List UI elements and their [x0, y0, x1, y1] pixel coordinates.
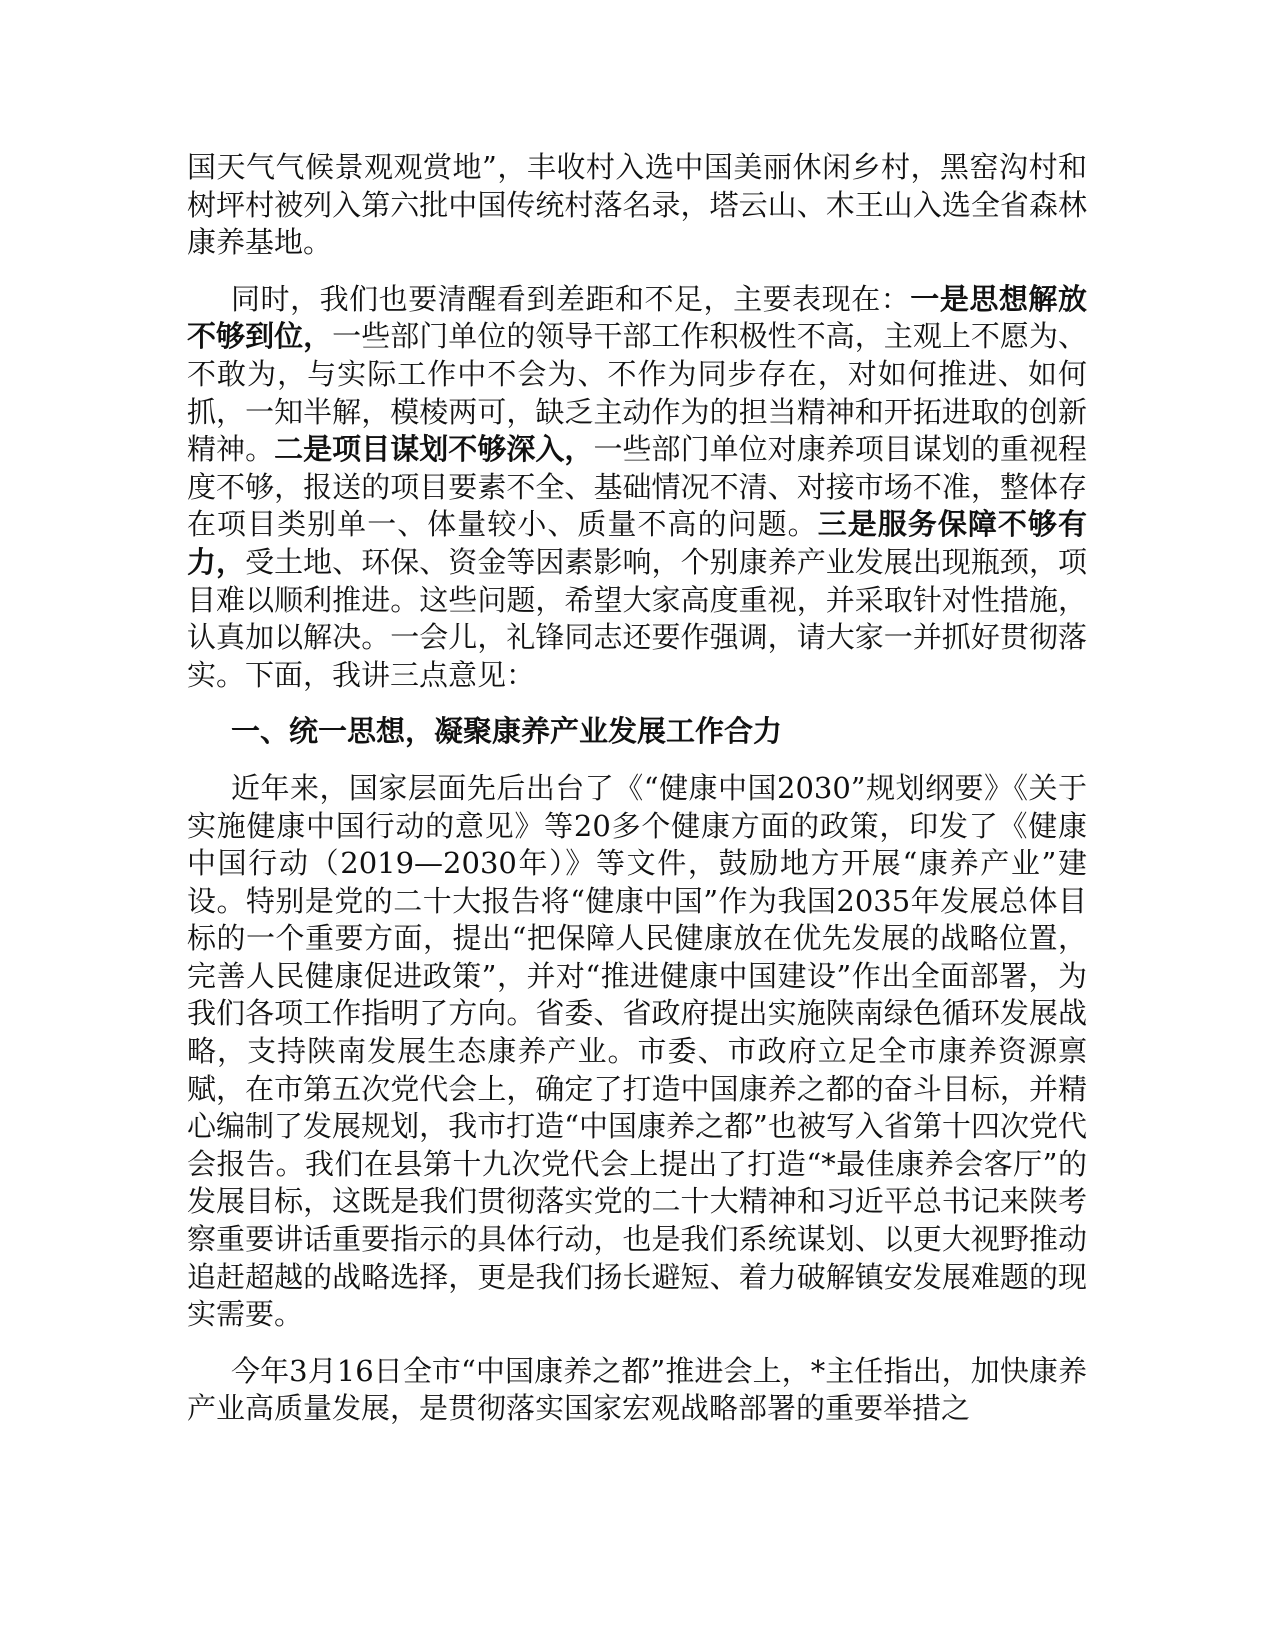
point-three-bold: 三是服务保障不够有力， — [187, 507, 1087, 579]
paragraph-2 — [187, 281, 1087, 695]
paragraph-1: 国天气气候景观观赏地”，丰收村入选中国美丽休闲乡村，黑窑沟村和树坪村被列入第六批中国传统村落名录，塔云山、木王山入选全省森林康养基地。 — [187, 150, 1087, 260]
document-body — [187, 149, 1087, 1447]
section-heading-1: 一、统一思想，凝聚康养产业发展工作合力 — [231, 714, 783, 749]
point-one-bold: 一是思想解放不够到位， — [187, 281, 1087, 354]
point-two-bold: 二是项目谋划不够深入， — [274, 432, 594, 467]
paragraph-4: 今年3月16日全市“中国康养之都”推进会上，*主任指出，加快康养产业高质量发展，是贯彻落实国家宏观战略部署的重要举措之 — [187, 1353, 1087, 1426]
paragraph-3: 近年来，国家层面先后出台了《“健康中国2030”规划纲要》《关于实施健康中国行动的意见》等20多个健康方面的政策，印发了《健康中国行动（2019—2030年）》等文件，鼓励地方开展“康养产业”建设。特别是党的二十大报告将“健康中国”作为我国2035年发展总体目标的一个重要方面，提出“把保障人民健康放在优先发展的战略位置，完善人民健康促进政策”，并对“推进健康中国建设”作出全面部署，为我们各项工作指明了方向。省委、省政府提出实施陕南绿色循环发展战略，支持陕南发展生态康养产业。市委、市政府立足全市康养资源禀赋，在市第五次党代会上，确定了打造中国康养之都的奋斗目标，并精心编制了发展规划，我市打造“中国康养之都”也被写入省第十四次党代会报告。我们在县第十九次党代会上提出了打造“*最佳康养会客厅”的发展目标，这既是我们贯彻落实党的二十大精神和习近平总书记来陕考察重要讲话重要指示的具体行动，也是我们系统谋划、以更大视野推动追赶超越的战略选择，更是我们扬长避短、着力破解镇安发展难题的现实需要。 — [187, 770, 1087, 1332]
paragraph-2-text-3: 一些部门单位对康养项目谋划的重视程度不够，报送的项目要素不全、基础情况不清、对接市场不准，整体存在项目类别单一、体量较小、质量不高的问题。 — [187, 432, 1087, 542]
paragraph-2-text-4: 受土地、环保、资金等因素影响，个别康养产业发展出现瓶颈，项目难以顺利推进。这些问题，希望大家高度重视，并采取针对性措施，认真加以解决。一会儿，礼锋同志还要作强调，请大家一并抓好贯彻落实。下面，我讲三点意见： — [187, 544, 1087, 692]
paragraph-2-text-1: 同时，我们也要清醒看到差距和不足，主要表现在： — [231, 281, 911, 316]
paragraph-2-text-2: 一些部门单位的领导干部工作积极性不高，主观上不愿为、不敢为，与实际工作中不会为、不作为同步存在，对如何推进、如何抓，一知半解，模棱两可，缺乏主动作为的担当精神和开拓进取的创新精神。 — [187, 319, 1087, 467]
